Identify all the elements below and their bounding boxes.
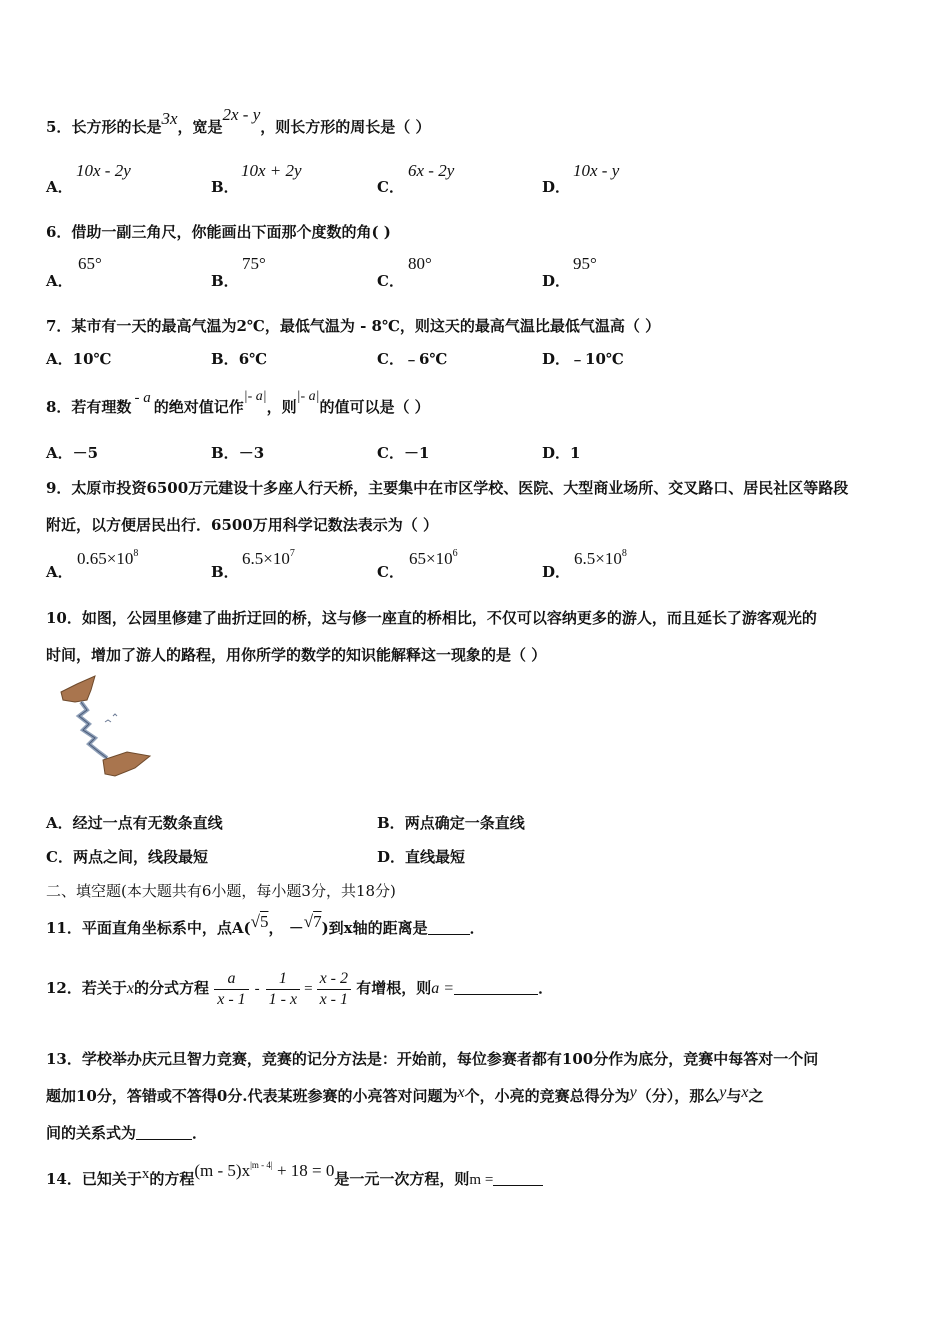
question-9-line-1: 9．太原市投资6500万元建设十多座人行天桥，主要集中在市区学校、医院、大型商业场所、交叉路口、居民社区等路段: [46, 479, 849, 497]
question-6: 6．借助一副三角尺，你能画出下面那个度数的角( ): [46, 223, 391, 241]
q14-eq-exponent: |m - 4|: [250, 1160, 273, 1170]
q5-text-3: ，则长方形的周长是（ ）: [260, 118, 431, 136]
q13-var-y: y: [629, 1084, 637, 1101]
q6-option-a-math: 65°: [78, 254, 102, 273]
option-label: A．: [46, 178, 73, 196]
q5-option-b-math: 10x + 2y: [241, 161, 302, 180]
fraction-a-over-x-minus-1: [214, 969, 248, 1010]
q12-minus: -: [254, 981, 260, 997]
q13-text-b: 个，小亮的竞赛总得分为: [464, 1087, 630, 1105]
q6-option-c-math: 80°: [408, 254, 432, 273]
q5-option-a-math: 10x - 2y: [76, 161, 131, 180]
q9-option-a[interactable]: [46, 561, 73, 582]
q9-option-b-math: [242, 548, 295, 569]
option-text: 两点确定一条直线: [404, 814, 525, 832]
question-13-line-1: 13．学校举办庆元旦智力竞赛，竞赛的记分方法是：开始前，每位参赛者都有100分作为底分，竞赛中每答对一个问: [46, 1050, 819, 1068]
q6-option-c[interactable]: [377, 270, 404, 291]
q5-text-2: ，宽是: [177, 118, 223, 136]
sci-base: 6.5×10: [242, 549, 290, 568]
q8-math-abs-1: |- a|: [243, 389, 267, 404]
fraction-1-over-1-minus-x: [266, 969, 300, 1010]
q5-text-1: 长方形的长是: [71, 118, 162, 136]
q14-answer-blank[interactable]: [493, 1171, 543, 1186]
q13-text-a: 题加10分，答错或不答得0分.代表某班参赛的小亮答对问题为: [46, 1087, 458, 1105]
option-label: D．: [542, 350, 571, 368]
q5-option-d[interactable]: [542, 176, 570, 197]
option-label: B．: [211, 350, 239, 368]
q5-option-c-math: 6x - 2y: [408, 161, 455, 180]
q9-option-d-math: [574, 548, 627, 569]
q14-text-1: 14．已知关于: [46, 1170, 142, 1188]
option-text: －3: [238, 444, 265, 462]
q14-eq-base: (m - 5)x: [194, 1161, 251, 1180]
q13-var-y-2: y: [719, 1084, 727, 1101]
option-label: A．: [46, 563, 73, 581]
option-text: 10℃: [72, 350, 112, 368]
question-10-line-2: 时间，增加了游人的路程，用你所学的数学的知识能解释这一现象的是（ ）: [46, 646, 547, 664]
question-13-line-3: [46, 1122, 207, 1143]
q10-option-c[interactable]: [46, 846, 208, 867]
q12-var-a: a =: [431, 980, 455, 997]
q11-answer-blank[interactable]: [428, 920, 470, 935]
sci-exp: 8: [133, 548, 139, 559]
sci-base: 65×10: [409, 549, 453, 568]
option-label: B．: [211, 272, 239, 290]
option-label: D．: [377, 848, 406, 866]
q13-text-e: 之: [748, 1087, 764, 1105]
q8-option-a[interactable]: [46, 442, 98, 463]
ripples: [105, 714, 117, 722]
option-label: A．: [46, 272, 73, 290]
q14-text-3: 是一元一次方程，则: [334, 1170, 470, 1188]
option-label: A．: [46, 814, 73, 832]
q14-text-2: 的方程: [149, 1170, 195, 1188]
q8-text-2: 的绝对值记作: [153, 398, 244, 416]
question-10-line-1: 10．如图，公园里修建了曲折迂回的桥，这与修一座直的桥相比，不仅可以容纳更多的游人，而且延长了游客观光的: [46, 609, 817, 627]
sqrt-5: √5: [250, 912, 269, 931]
question-12: [46, 968, 553, 1008]
denominator: x - 1: [319, 990, 349, 1008]
option-text: ﹣6℃: [403, 350, 448, 368]
sci-exp: 8: [621, 548, 627, 559]
q12-var-x: x: [126, 980, 134, 997]
q9-option-b[interactable]: [211, 561, 239, 582]
fraction-x-minus-2-over-x-minus-1: [317, 969, 351, 1010]
q6-option-b-math: 75°: [242, 254, 266, 273]
q5-math-width: 2x - y: [222, 105, 261, 124]
numerator: a: [214, 969, 248, 990]
option-label: C．: [46, 848, 73, 866]
option-text: －5: [72, 444, 99, 462]
option-label: C．: [377, 178, 404, 196]
question-5: [46, 105, 431, 137]
q12-equals: =: [304, 981, 313, 997]
q11-text-2: ，: [268, 919, 284, 937]
q9-option-c[interactable]: [377, 561, 404, 582]
numerator: x - 2: [317, 969, 351, 990]
zigzag-bridge-figure: [55, 672, 155, 782]
option-text: 经过一点有无数条直线: [72, 814, 223, 832]
option-label: C．: [377, 350, 404, 368]
q11-minus: －: [288, 919, 304, 937]
q9-option-a-math: [77, 548, 138, 569]
q13-var-x: x: [457, 1084, 465, 1101]
section-2-heading: 二、填空题(本大题共有6小题，每小题3分，共18分): [46, 882, 396, 900]
option-label: C．: [377, 444, 404, 462]
sqrt-5-radicand: 5: [259, 912, 269, 931]
q11-text-4: ．: [469, 919, 485, 937]
denominator: x - 1: [217, 990, 246, 1008]
q14-equation: [194, 1161, 334, 1180]
option-text: 1: [570, 444, 581, 462]
option-label: B．: [377, 814, 405, 832]
q6-option-a[interactable]: [46, 270, 73, 291]
sci-exp: 6: [452, 548, 458, 559]
q7-option-b[interactable]: [211, 348, 267, 369]
option-label: D．: [542, 272, 571, 290]
question-11: [46, 912, 485, 938]
q8-math-neg-a: - a: [134, 390, 151, 406]
q10-option-a[interactable]: [46, 812, 223, 833]
option-text: ﹣10℃: [570, 350, 624, 368]
denominator: 1 - x: [268, 990, 298, 1008]
q8-option-b[interactable]: [211, 442, 264, 463]
q9-option-c-math: [409, 548, 458, 569]
option-text: 两点之间，线段最短: [72, 848, 208, 866]
q5-option-a[interactable]: [46, 176, 73, 197]
q13-text-d: 与: [726, 1087, 742, 1105]
option-label: B．: [211, 563, 239, 581]
q8-text-3: ，则: [266, 398, 297, 416]
q11-text-3: )到x轴的距离是: [321, 919, 428, 937]
q12-text-2: 的分式方程: [133, 979, 209, 997]
option-label: D．: [542, 563, 571, 581]
q12-text-1: 12．若关于: [46, 979, 127, 997]
q13-text-c: （分），那么: [636, 1087, 720, 1105]
q13-text-g: ．: [192, 1124, 208, 1142]
option-text: 6℃: [238, 350, 268, 368]
q14-var-x: x: [141, 1166, 150, 1182]
question-7: 7．某市有一天的最高气温为2℃，最低气温为 - 8℃，则这天的最高气温比最低气温高（ ）: [46, 317, 661, 335]
numerator: 1: [266, 969, 300, 990]
q8-option-c[interactable]: [377, 442, 429, 463]
bottom-bank: [103, 752, 150, 776]
question-14: [46, 1160, 543, 1189]
option-label: D．: [542, 178, 571, 196]
option-text: 直线最短: [405, 848, 466, 866]
question-9-line-2: 附近，以方便居民出行．6500万用科学记数法表示为（ ）: [46, 516, 438, 534]
q6-option-b[interactable]: [211, 270, 239, 291]
q8-option-d[interactable]: [542, 442, 580, 463]
q10-option-b[interactable]: [377, 812, 525, 833]
q11-text-1: 11．平面直角坐标系中，点A(: [46, 919, 251, 937]
q9-option-d[interactable]: [542, 561, 570, 582]
q13-text-f: 间的关系式为: [46, 1124, 137, 1142]
q7-option-a[interactable]: [46, 348, 112, 369]
q5-option-b[interactable]: [211, 176, 239, 197]
sci-base: 0.65×10: [77, 549, 134, 568]
sqrt-7: √7: [303, 912, 322, 931]
q5-option-c[interactable]: [377, 176, 404, 197]
q13-var-x-2: x: [741, 1084, 749, 1101]
option-label: B．: [211, 444, 239, 462]
question-8: [46, 389, 430, 417]
top-bank: [61, 676, 95, 702]
option-label: C．: [377, 272, 404, 290]
q12-text-3: 有增根，则: [356, 979, 432, 997]
option-label: D．: [542, 444, 571, 462]
q14-var-m: m =: [469, 1172, 494, 1188]
option-label: B．: [211, 178, 239, 196]
option-label: A．: [46, 350, 73, 368]
q7-option-d[interactable]: [542, 348, 624, 369]
sqrt-7-radicand: 7: [313, 912, 322, 931]
q5-option-d-math: 10x - y: [573, 161, 620, 180]
q10-option-d[interactable]: [377, 846, 465, 867]
q12-text-4: ．: [538, 979, 554, 997]
q8-text-1: 8．若有理数: [46, 398, 132, 416]
q8-math-abs-2: |- a|: [296, 389, 320, 404]
q6-option-d[interactable]: [542, 270, 570, 291]
q5-math-length: 3x: [161, 109, 178, 128]
q5-number: 5．: [46, 118, 72, 136]
q8-text-4: 的值可以是（ ）: [319, 398, 430, 416]
q6-option-d-math: 95°: [573, 254, 597, 273]
q12-answer-blank[interactable]: [454, 980, 538, 995]
q14-eq-rest: + 18 = 0: [272, 1161, 335, 1180]
option-label: A．: [46, 444, 73, 462]
option-text: －1: [403, 444, 430, 462]
sci-base: 6.5×10: [574, 549, 622, 568]
q7-option-c[interactable]: [377, 348, 447, 369]
option-label: C．: [377, 563, 404, 581]
question-13-line-2: [46, 1085, 764, 1106]
sci-exp: 7: [289, 548, 295, 559]
q13-answer-blank[interactable]: [136, 1125, 192, 1140]
